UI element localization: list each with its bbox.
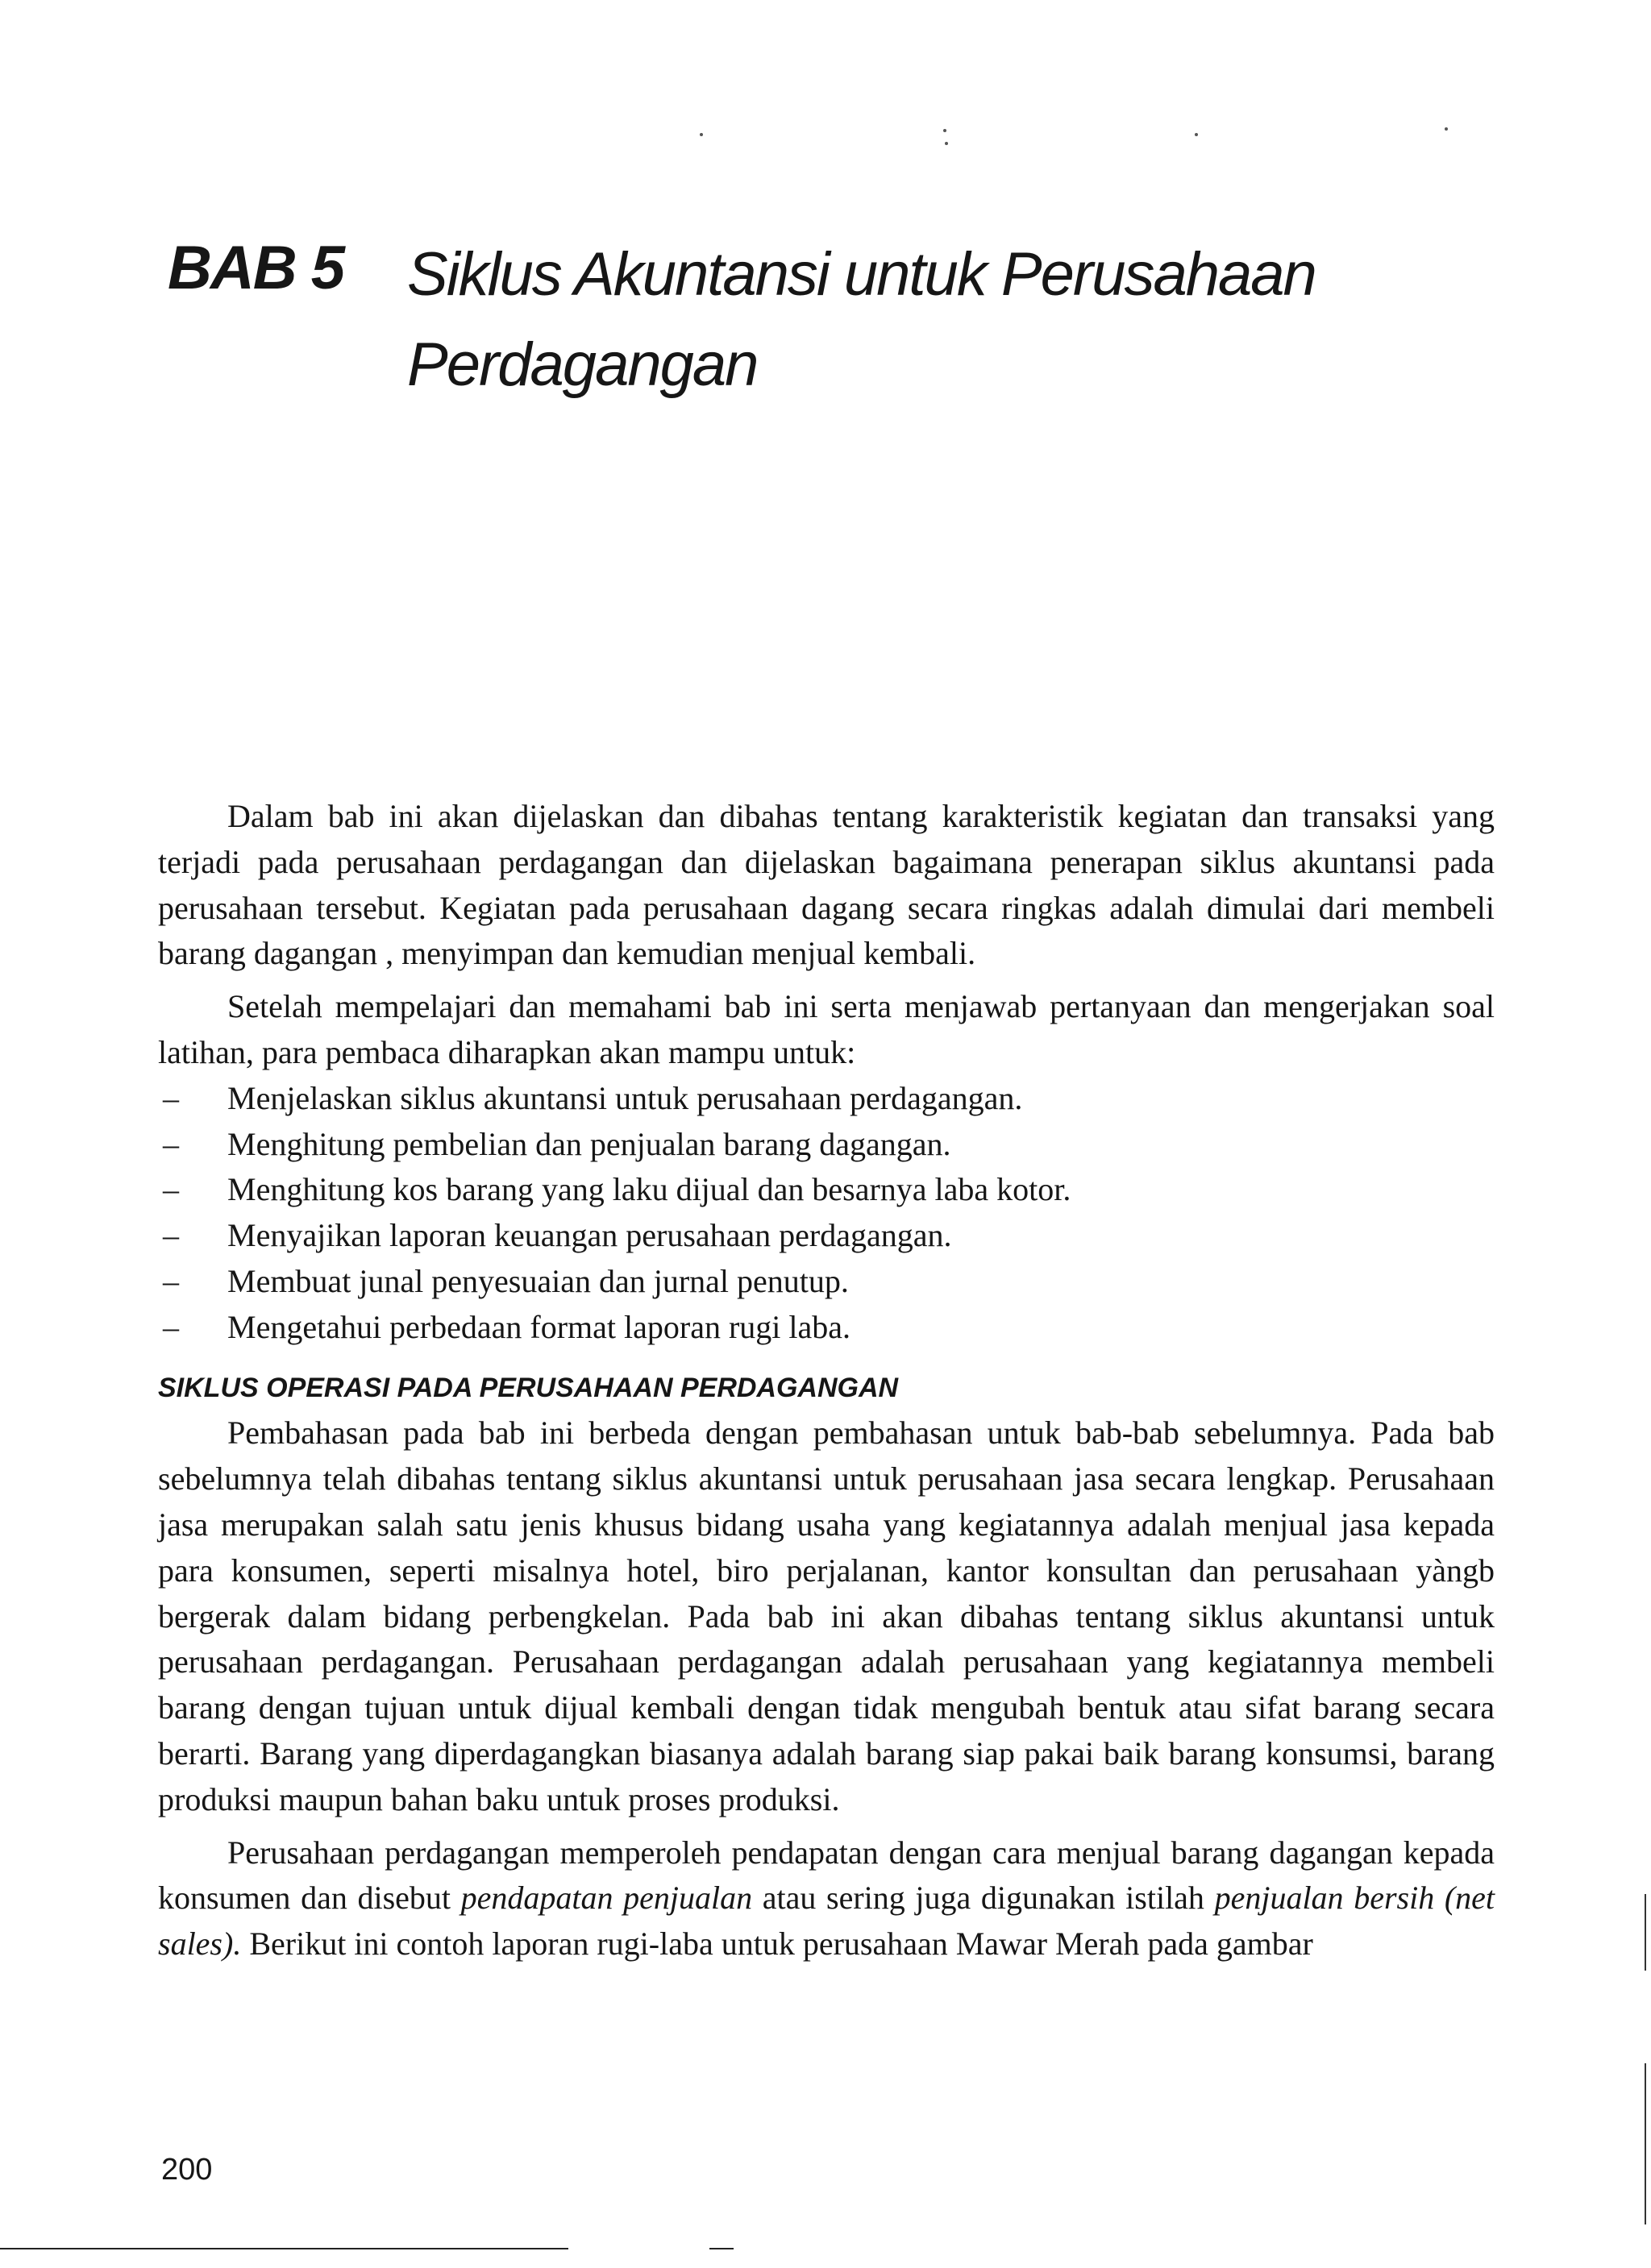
page-number: 200	[161, 2153, 213, 2187]
list-item-text: Menghitung pembelian dan penjualan barang dagangan.	[227, 1125, 951, 1162]
scan-speck	[1195, 133, 1198, 136]
chapter-title-line-1: Siklus Akuntansi untuk Perusahaan	[407, 240, 1316, 309]
list-item	[158, 1122, 1495, 1168]
bullet-dash: –	[163, 1125, 179, 1162]
bullet-dash: –	[163, 1079, 179, 1116]
paragraph-text: Perusahaan perdagangan memperoleh pendapatan dengan cara menjual barang dagangan kepada konsumen dan disebut	[158, 1834, 1495, 1917]
chapter-title	[407, 230, 1455, 410]
bottom-edge-line	[709, 2248, 734, 2249]
paragraph-text: Berikut ini contoh laporan rugi-laba untuk perusahaan Mawar Merah pada gambar	[249, 1925, 1313, 1963]
section-heading: SIKLUS OPERASI PADA PERUSAHAAN PERDAGANGAN	[158, 1372, 899, 1403]
section-paragraph-1: Pembahasan pada bab ini berbeda dengan pembahasan untuk bab-bab sebelumnya. Pada bab sebelumnya telah dibahas tentang siklus akuntansi untuk perusahaan jasa secara lengkap. Perusahaan jasa merupakan salah satu jenis khusus bidang usaha yang kegiatannya adalah menjual jasa kepada para konsumen, seperti misalnya hotel, biro perjalanan, kantor konsultan dan perusahaan yàngb bergerak dalam bidang perbengkelan. Pada bab ini akan dibahas tentang siklus akuntansi untuk perusahaan perdagangan. Perusahaan perdagangan adalah perusahaan yang kegiatannya membeli barang dengan tujuan untuk dijual kembali dengan tidak mengubah bentuk atau sifat barang secara berarti. Barang yang diperdagangkan biasanya adalah barang siap pakai baik barang konsumsi, barang produksi maupun bahan baku untuk proses produksi.	[158, 1414, 1495, 1817]
list-item	[158, 1213, 1495, 1259]
list-item-text: Menyajikan laporan keuangan perusahaan perdagangan.	[227, 1217, 952, 1254]
list-item-text: Membuat junal penyesuaian dan jurnal penutup.	[227, 1262, 849, 1299]
term-penjualan-bersih: penjualan bersih (net sales).	[158, 1880, 1495, 1963]
bottom-edge-line	[0, 2248, 568, 2249]
right-edge-mark	[1645, 2063, 1646, 2224]
body-text	[158, 794, 1495, 1967]
bullet-dash: –	[163, 1308, 179, 1345]
scan-speck	[1445, 127, 1448, 131]
chapter-title-line-2: Perdagangan	[407, 330, 758, 399]
list-item	[158, 1167, 1495, 1213]
section-paragraph-2	[158, 1830, 1495, 1967]
right-edge-mark	[1645, 1894, 1646, 1971]
intro-paragraph-1: Dalam bab ini akan dijelaskan dan dibahas tentang karakteristik kegiatan dan transaksi yang terjadi pada perusahaan perdagangan dan dijelaskan bagaimana penerapan siklus akuntansi pada perusahaan tersebut. Kegiatan pada perusahaan dagang secara ringkas adalah dimulai dari membeli barang dagangan , menyimpan dan kemudian menjual kembali.	[158, 798, 1495, 972]
list-item-text: Mengetahui perbedaan format laporan rugi laba.	[227, 1308, 851, 1345]
list-item-text: Menghitung kos barang yang laku dijual dan besarnya laba kotor.	[227, 1171, 1071, 1208]
scan-speck	[943, 129, 946, 132]
paragraph-text: atau sering juga digunakan istilah	[762, 1880, 1204, 1917]
objectives-list	[158, 1076, 1495, 1351]
list-item	[158, 1259, 1495, 1305]
term-pendapatan-penjualan: pendapatan penjualan	[460, 1880, 753, 1917]
list-item-text: Menjelaskan siklus akuntansi untuk perusahaan perdagangan.	[227, 1079, 1023, 1116]
scan-speck	[945, 142, 948, 145]
list-item	[158, 1076, 1495, 1122]
chapter-label: BAB 5	[168, 234, 344, 302]
bullet-dash: –	[163, 1262, 179, 1299]
list-item	[158, 1305, 1495, 1351]
bullet-dash: –	[163, 1217, 179, 1254]
scan-speck	[700, 133, 703, 136]
bullet-dash: –	[163, 1171, 179, 1208]
intro-paragraph-2: Setelah mempelajari dan memahami bab ini serta menjawab pertanyaan dan mengerjakan soal latihan, para pembaca diharapkan akan mampu untuk:	[158, 988, 1495, 1070]
